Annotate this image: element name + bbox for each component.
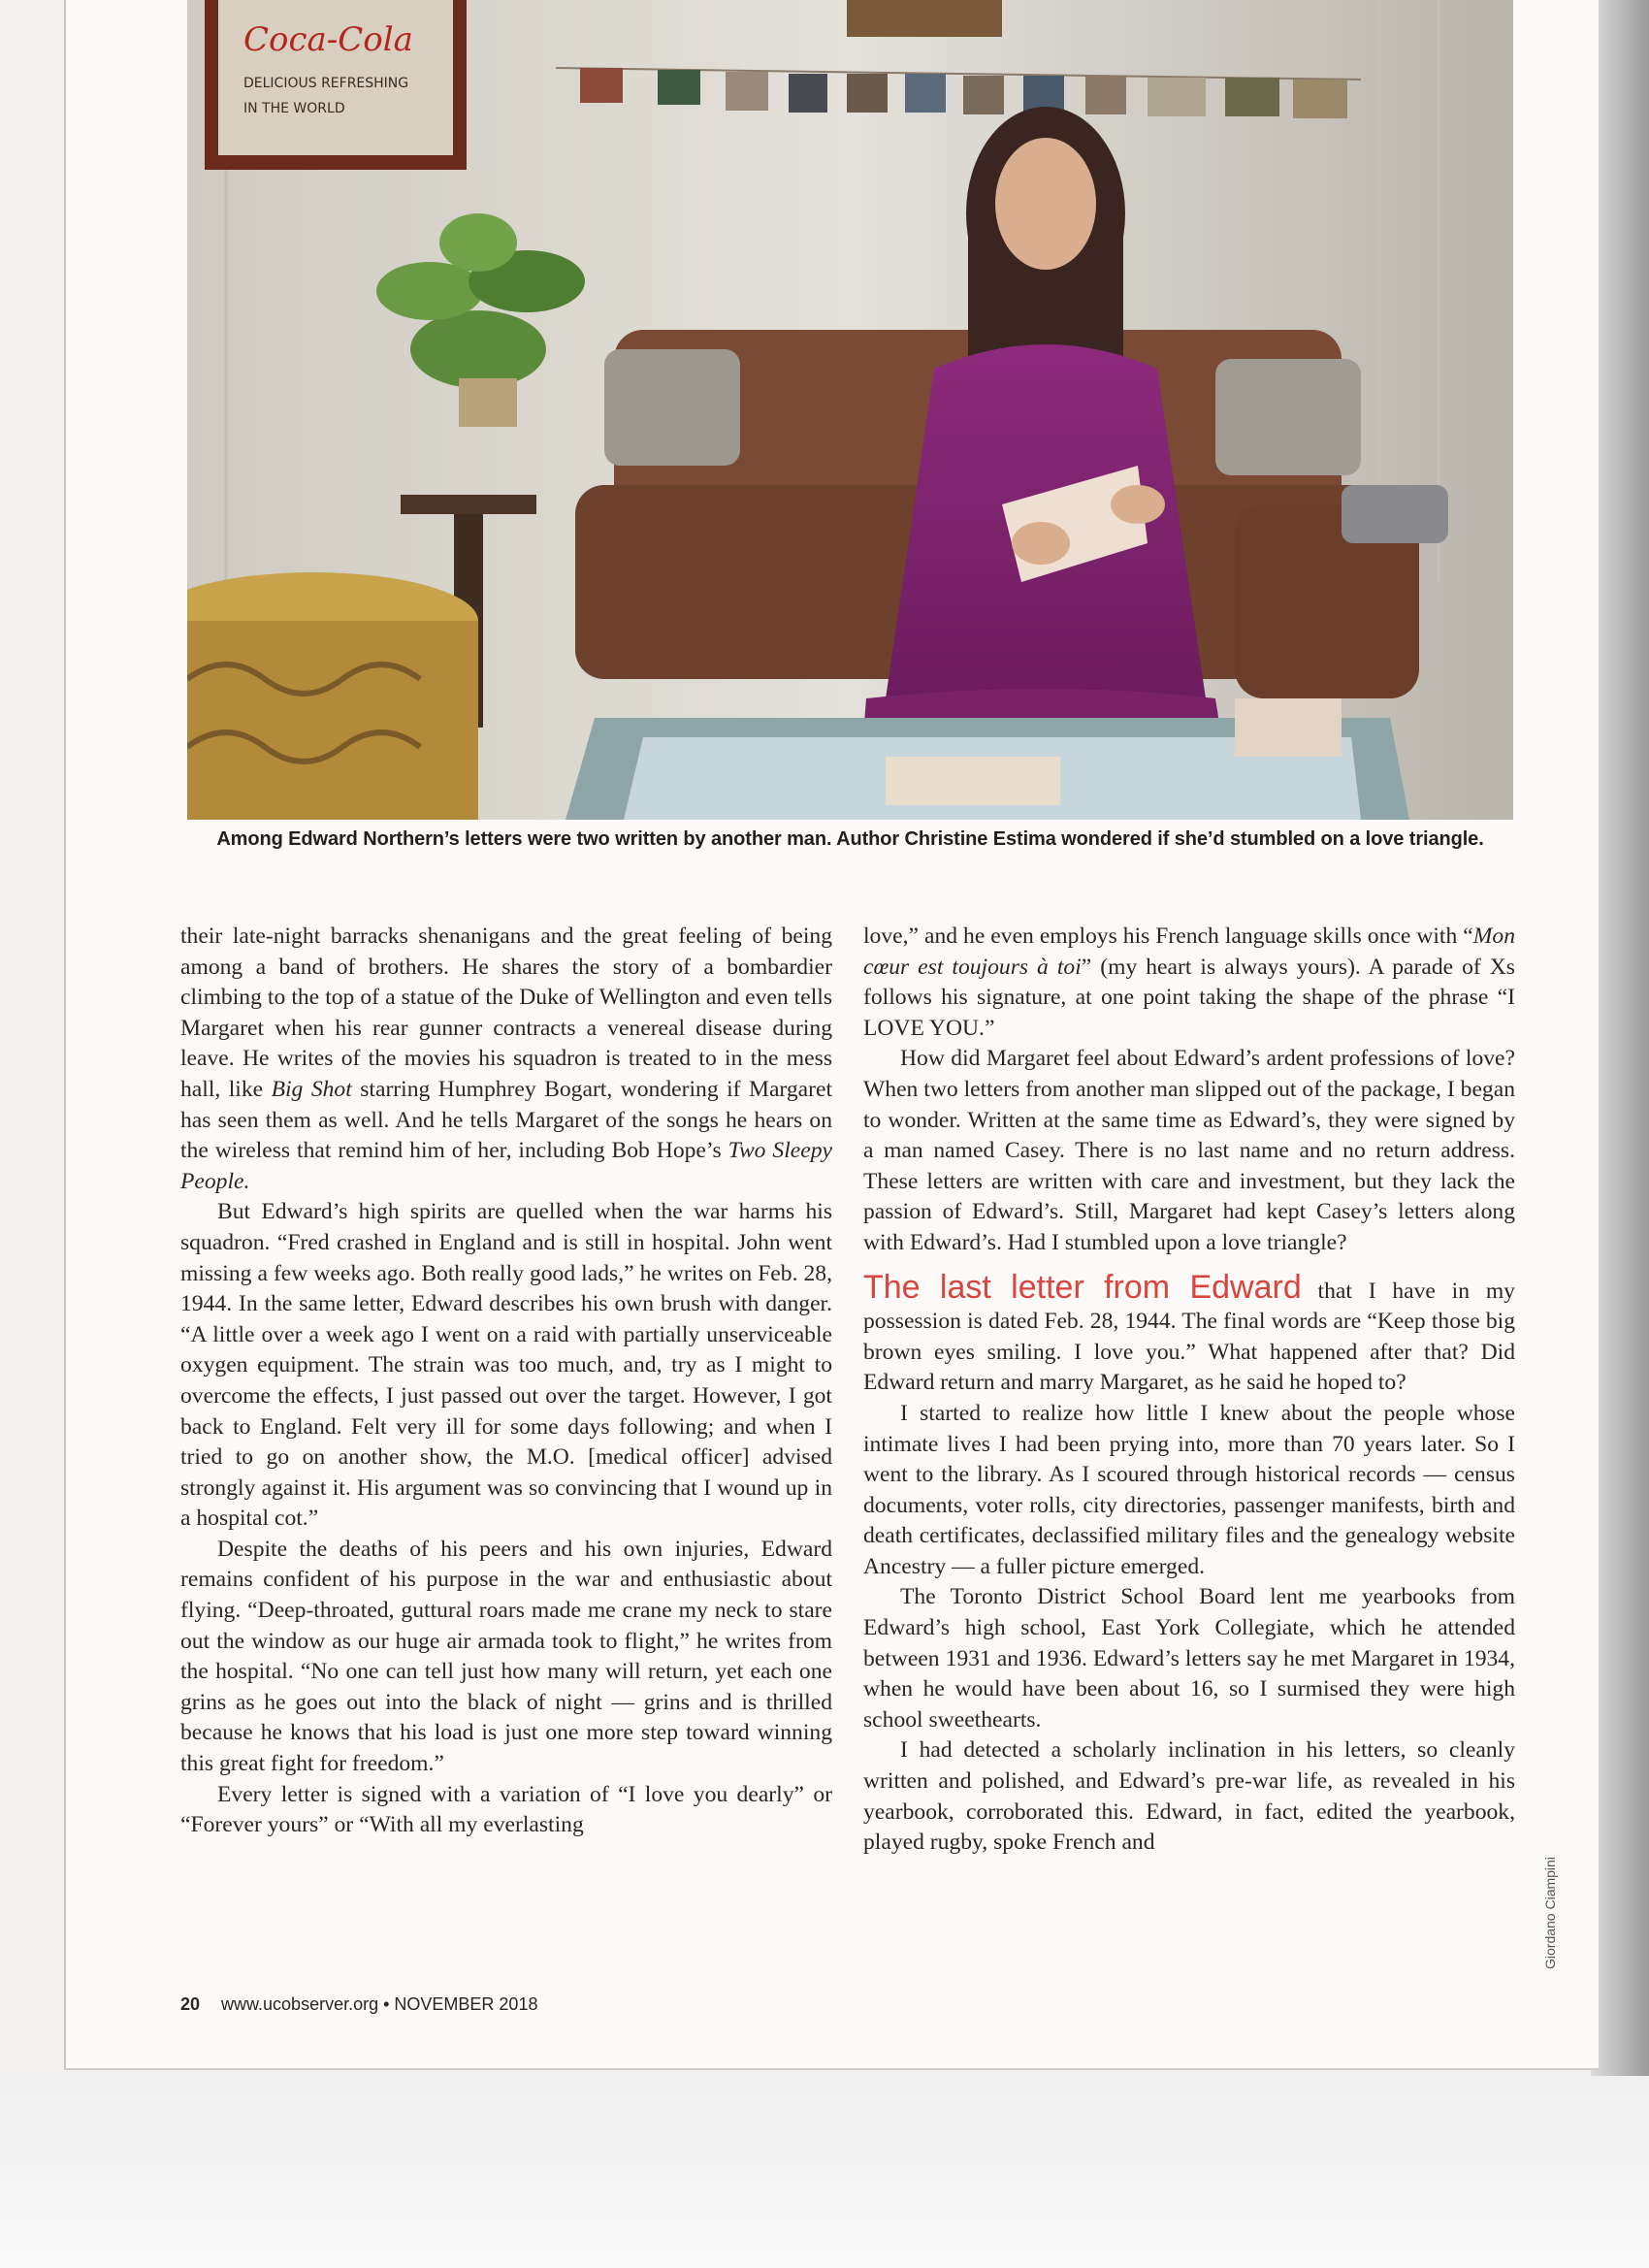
paragraph-text: starring Humphrey Bogart, wondering if Margaret has seen them as well. And he tells Margaret of the songs he hears on the wireless that remind him of her, including Bob Hope’s xyxy=(180,1076,833,1164)
photo-caption: Among Edward Northern’s letters were two written by another man. Author Christine Estima wondered if she’d stumbled on a love triangle. xyxy=(216,828,1484,850)
paragraph xyxy=(863,1268,1515,1399)
ottoman xyxy=(187,572,478,820)
paragraph-text: ” (my heart is always yours). A parade of Xs follows his signature, at one point taking the shape of the phrase “I LOVE YOU.” xyxy=(863,954,1515,1041)
paragraph-text: their late-night barracks shenanigans and the great feeling of being among a band of brothers. He shares the story of a bombardier climbing to the top of a statue of the Duke of Wellington and even tells Margaret when his rear gunner contracts a venereal disease during leave. He writes of the movies his squadron is treated to in the mess hall, like xyxy=(180,923,832,1102)
paragraph: How did Margaret feel about Edward’s ardent professions of love? When two letters from another man slipped out of the package, I began to wonder. Written at the same time as Edward’s, they were signed by a man named Casey. There is no last name and no return address. These letters are written with care and investment, but they lack the passion of Edward’s. Still, Margaret had kept Casey’s letters along with Edward’s. Had I stumbled upon a love triangle? xyxy=(863,1046,1515,1255)
paragraph: I started to realize how little I knew about the people whose intimate lives I had been prying into, more than 70 years later. So I went to the library. As I scoured through historical records — census documents, voter rolls, city directories, passenger manifests, birth and death certificates, declassified military files and the genealogy website Ancestry — a fuller picture emerged. xyxy=(863,1400,1515,1579)
article-column-right xyxy=(863,922,1515,1859)
scan-edge-shadow xyxy=(1591,0,1649,2268)
paragraph xyxy=(863,922,1515,1044)
vintage-sign xyxy=(205,0,467,170)
paragraph: Despite the deaths of his peers and his own injuries, Edward remains confident of his purpose in the war and enthusiastic about flying. “Deep-throated, guttural roars made me crane my neck to stare out the window as our huge air armada took to flight,” he writes from the hospital. “No one can tell just how many will return, yet each one grins as he goes out into the black of night — grins and is thrilled because he knows that his load is just one more step toward winning this great fight for freedom.” xyxy=(180,1536,832,1777)
paragraph: Every letter is signed with a variation of “I love you dearly” or “Forever yours” or “With all my everlasting xyxy=(180,1781,832,1838)
paragraph: The Toronto District School Board lent me yearbooks from Edward’s high school, East York Collegiate, which he attended between 1931 and 1936. Edward’s letters say he met Margaret in 1934, when he would have been about 16, so I surmised they were high school sweethearts. xyxy=(863,1584,1515,1733)
paragraph-text: love,” and he even employs his French language skills once with “ xyxy=(863,923,1473,949)
film-title: Big Shot xyxy=(271,1076,352,1102)
page-footer xyxy=(180,1994,537,2015)
section-lead-in: The last letter from Edward xyxy=(863,1268,1302,1306)
paragraph-text: that I have in my possession is dated Feb. 28, 1944. The final words are “Keep those big brown eyes smiling. I love you.” What happened after that? Did Edward return and marry Margaret, as he said he hoped to? xyxy=(863,1278,1515,1396)
paragraph: But Edward’s high spirits are quelled when the war harms his squadron. “Fred crashed in England and is still in hospital. John went missing a few weeks ago. Both really good lads,” he writes on Feb. 28, 1944. In the same letter, Edward describes his own brush with danger. “A little over a week ago I went on a raid with partially unserviceable oxygen equipment. The strain was too much, and, try as I might to overcome the effects, I just passed out over the target. However, I got back to England. Felt very ill for some days following; and when I tried to go on another show, the M.O. [medical officer] advised strongly against it. His argument was so convincing that I wound up in a hospital cot.” xyxy=(180,1199,832,1532)
footer-text: www.ucobserver.org • NOVEMBER 2018 xyxy=(221,1994,538,2014)
sign-line-2: DELICIOUS REFRESHING xyxy=(243,76,409,91)
article-column-left xyxy=(180,922,832,1841)
french-phrase: Mon cœur est toujours à toi xyxy=(863,923,1515,980)
sign-line-1: Coca-Cola xyxy=(243,20,413,59)
scan-bottom-margin xyxy=(0,2076,1649,2268)
paragraph xyxy=(180,922,832,1197)
page-number: 20 xyxy=(180,1994,201,2014)
song-title: Two Sleepy People. xyxy=(180,1138,832,1194)
photo-illustration xyxy=(187,0,1513,820)
paragraph: I had detected a scholarly inclination in his letters, so cleanly written and polished, and Edward’s pre-war life, as revealed in his yearbook, corroborated this. Edward, in fact, edited the yearbook, played rugby, spoke French and xyxy=(863,1737,1515,1856)
sign-line-3: IN THE WORLD xyxy=(243,101,345,116)
photo-credit: Giordano Ciampini xyxy=(1542,1857,1558,1969)
feature-photo xyxy=(187,0,1513,820)
